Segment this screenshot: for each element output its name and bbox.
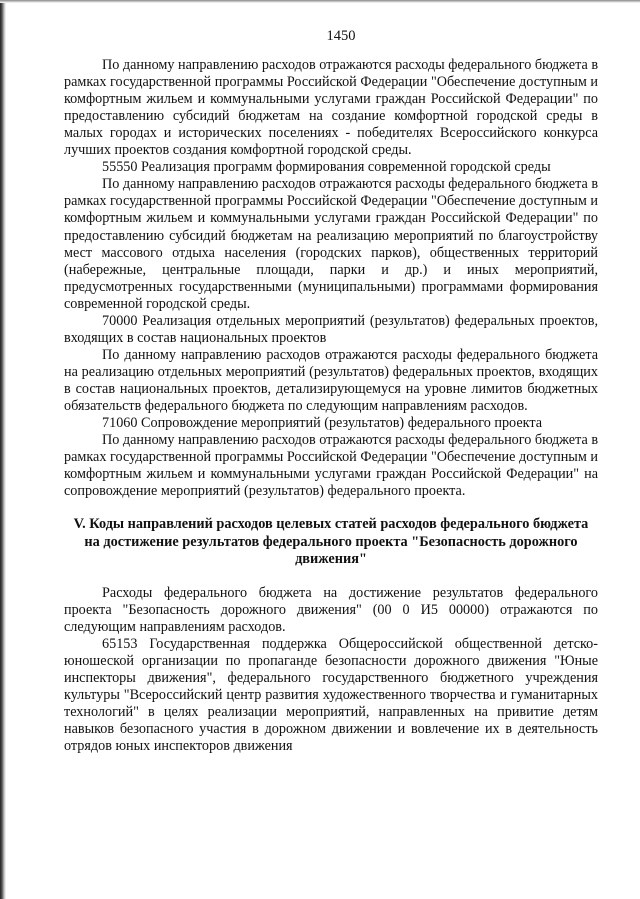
code-65153-description: 65153 Государственная поддержка Общероссийской общественной детско-юношеской организации по пропаганде безопасности дорожного движения "Юные инспекторы движения", федерального государственного бюджетного учреждения культуры "Всероссийский центр развития художественного творчества и гуманитарных технологий" в целях реализации мероприятий, направленных на привитие детям навыков безопасного участия в дорожном движении и вовлечение их в деятельность отрядов юных инспекторов движения	[64, 635, 598, 755]
paragraph-71060-description: По данному направлению расходов отражаются расходы федерального бюджета в рамках государственной программы Российской Федерации "Обеспечение доступным и комфортным жильем и коммунальными услугами граждан Российской Федерации" на сопровождение мероприятий (результатов) федерального проекта.	[64, 432, 599, 500]
code-70000-title: 70000 Реализация отдельных мероприятий (результатов) федеральных проектов, входящих в состав национальных проектов	[64, 312, 598, 346]
code-55550-title: 55550 Реализация программ формирования современной городской среды	[102, 159, 551, 176]
page-number: 1450	[326, 28, 356, 44]
paragraph-subsidies-small-towns: По данному направлению расходов отражаются расходы федерального бюджета в рамках государственной программы Российской Федерации "Обеспечение доступным и комфортным жильем и коммунальными услугами граждан Российской Федерации" по предоставлению субсидий бюджетам на создание комфортной городской среды в малых городах и исторических поселениях - победителях Всероссийского конкурса лучших проектов создания комфортной городской среды.	[64, 57, 599, 159]
paragraph-70000-description: По данному направлению расходов отражаются расходы федерального бюджета на реализацию отдельных мероприятий (результатов) федеральных проектов, входящих в состав национальных проектов, детализирующемуся на уровне лимитов бюджетных обязательств федерального бюджета по следующим направлениям расходов.	[64, 346, 598, 414]
code-71060-title: 71060 Сопровождение мероприятий (результатов) федерального проекта	[102, 415, 542, 432]
document-page	[64, 28, 598, 755]
scan-edge-shadow	[0, 0, 6, 899]
section-heading: V. Коды направлений расходов целевых статей расходов федерального бюджета на достижение результатов федерального проекта "Безопасность дорожного движения"	[73, 516, 589, 568]
paragraph-55550-description: По данному направлению расходов отражаются расходы федерального бюджета в рамках государственной программы Российской Федерации "Обеспечение доступным и комфортным жильем и коммунальными услугами граждан Российской Федерации" по предоставлению субсидий бюджетам на реализацию мероприятий по благоустройству мест массового отдыха населения (городских парков), общественных территорий (набережные, центральные площади, парки и др.) и иных мероприятий, предусмотренных государственными (муниципальными) программами формирования современной городской среды.	[64, 176, 599, 312]
paragraph-road-safety-intro: Расходы федерального бюджета на достижение результатов федерального проекта "Безопасность дорожного движения" (00 0 И5 00000) отражаются по следующим направлениям расходов.	[64, 584, 598, 635]
scan-top-shadow	[0, 0, 640, 3]
